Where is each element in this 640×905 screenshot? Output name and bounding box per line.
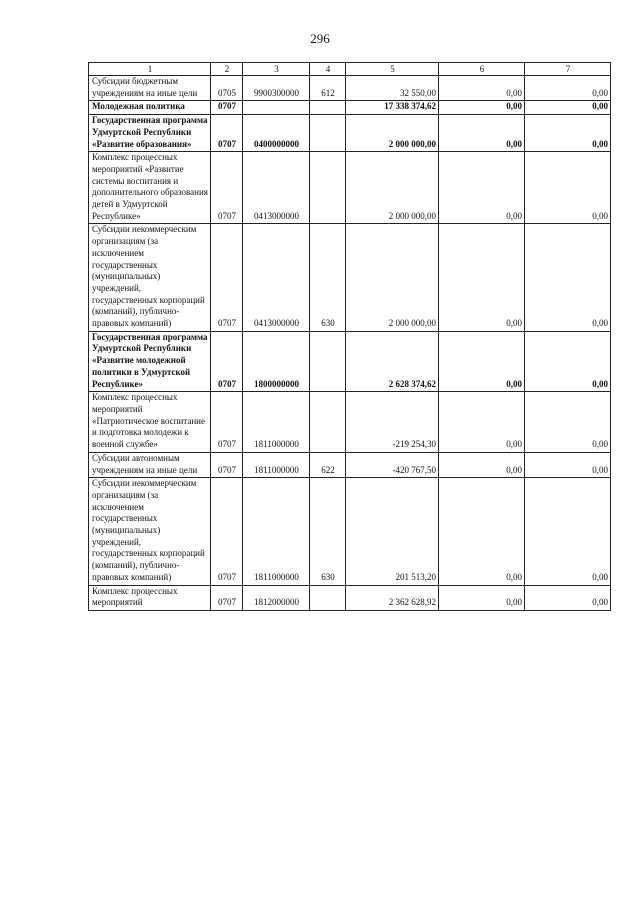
amount-year3-cell: 0,00 bbox=[525, 76, 611, 101]
amount-year2-cell: 0,00 bbox=[439, 585, 525, 610]
amount-cell: 2 628 374,62 bbox=[346, 331, 439, 392]
section-code-cell: 0707 bbox=[211, 115, 243, 152]
section-code-cell: 0707 bbox=[211, 478, 243, 585]
amount-year3-cell: 0,00 bbox=[525, 452, 611, 477]
table-row bbox=[89, 478, 611, 585]
column-header: 2 bbox=[211, 63, 243, 76]
expense-type-cell: 612 bbox=[310, 76, 346, 101]
column-header: 6 bbox=[439, 63, 525, 76]
amount-cell: 201 513,20 bbox=[346, 478, 439, 585]
section-code-cell: 0707 bbox=[211, 331, 243, 392]
section-code-cell: 0707 bbox=[211, 224, 243, 331]
target-article-cell: 9900300000 bbox=[243, 76, 310, 101]
expense-type-cell bbox=[310, 331, 346, 392]
amount-cell: 2 362 628,92 bbox=[346, 585, 439, 610]
amount-cell: 2 000 000,00 bbox=[346, 152, 439, 224]
table-row bbox=[89, 76, 611, 101]
amount-year2-cell: 0,00 bbox=[439, 115, 525, 152]
expense-type-cell bbox=[310, 101, 346, 115]
table-row bbox=[89, 392, 611, 453]
target-article-cell bbox=[243, 101, 310, 115]
item-name-cell: Государственная программа Удмуртской Республики «Развитие образования» bbox=[89, 115, 211, 152]
expense-type-cell bbox=[310, 152, 346, 224]
amount-year2-cell: 0,00 bbox=[439, 152, 525, 224]
table-row bbox=[89, 152, 611, 224]
amount-year3-cell: 0,00 bbox=[525, 101, 611, 115]
table-row bbox=[89, 115, 611, 152]
expense-type-cell: 630 bbox=[310, 224, 346, 331]
target-article-cell: 1811000000 bbox=[243, 452, 310, 477]
target-article-cell: 0413000000 bbox=[243, 152, 310, 224]
table-header-row bbox=[89, 63, 611, 76]
item-name-cell: Молодежная политика bbox=[89, 101, 211, 115]
section-code-cell: 0705 bbox=[211, 76, 243, 101]
amount-year2-cell: 0,00 bbox=[439, 392, 525, 453]
amount-year3-cell: 0,00 bbox=[525, 224, 611, 331]
item-name-cell: Субсидии бюджетным учреждениям на иные цели bbox=[89, 76, 211, 101]
item-name-cell: Субсидии автономным учреждениям на иные цели bbox=[89, 452, 211, 477]
amount-year2-cell: 0,00 bbox=[439, 331, 525, 392]
amount-year2-cell: 0,00 bbox=[439, 76, 525, 101]
expense-type-cell: 630 bbox=[310, 478, 346, 585]
item-name-cell: Субсидии некоммерческим организациям (за исключением государственных (муниципальных) учреждений, государственных корпораций (компаний), публично-правовых компаний) bbox=[89, 478, 211, 585]
expense-type-cell bbox=[310, 115, 346, 152]
amount-cell: -219 254,30 bbox=[346, 392, 439, 453]
amount-year3-cell: 0,00 bbox=[525, 115, 611, 152]
budget-table bbox=[88, 62, 611, 611]
column-header: 7 bbox=[525, 63, 611, 76]
amount-year3-cell: 0,00 bbox=[525, 478, 611, 585]
table-row bbox=[89, 452, 611, 477]
item-name-cell: Комплекс процессных мероприятий bbox=[89, 585, 211, 610]
column-header: 1 bbox=[89, 63, 211, 76]
table-row bbox=[89, 224, 611, 331]
amount-cell: 2 000 000,00 bbox=[346, 115, 439, 152]
column-header: 4 bbox=[310, 63, 346, 76]
expense-type-cell: 622 bbox=[310, 452, 346, 477]
target-article-cell: 1811000000 bbox=[243, 392, 310, 453]
amount-year3-cell: 0,00 bbox=[525, 331, 611, 392]
table-row bbox=[89, 101, 611, 115]
target-article-cell: 1811000000 bbox=[243, 478, 310, 585]
table-row bbox=[89, 585, 611, 610]
section-code-cell: 0707 bbox=[211, 101, 243, 115]
amount-year3-cell: 0,00 bbox=[525, 152, 611, 224]
amount-year3-cell: 0,00 bbox=[525, 585, 611, 610]
amount-year3-cell: 0,00 bbox=[525, 392, 611, 453]
amount-cell: 2 000 000,00 bbox=[346, 224, 439, 331]
item-name-cell: Комплекс процессных мероприятий «Развитие системы воспитания и дополнительного образования детей в Удмуртской Республике» bbox=[89, 152, 211, 224]
target-article-cell: 0413000000 bbox=[243, 224, 310, 331]
column-header: 5 bbox=[346, 63, 439, 76]
section-code-cell: 0707 bbox=[211, 152, 243, 224]
section-code-cell: 0707 bbox=[211, 585, 243, 610]
section-code-cell: 0707 bbox=[211, 392, 243, 453]
item-name-cell: Государственная программа Удмуртской Республики «Развитие молодежной политики в Удмуртской Республике» bbox=[89, 331, 211, 392]
amount-cell: 32 550,00 bbox=[346, 76, 439, 101]
expense-type-cell bbox=[310, 585, 346, 610]
amount-year2-cell: 0,00 bbox=[439, 452, 525, 477]
amount-year2-cell: 0,00 bbox=[439, 478, 525, 585]
page-number: 296 bbox=[310, 31, 330, 46]
table-row bbox=[89, 331, 611, 392]
amount-cell: -420 767,50 bbox=[346, 452, 439, 477]
item-name-cell: Субсидии некоммерческим организациям (за исключением государственных (муниципальных) учреждений, государственных корпораций (компаний), публично-правовых компаний) bbox=[89, 224, 211, 331]
target-article-cell: 0400000000 bbox=[243, 115, 310, 152]
item-name-cell: Комплекс процессных мероприятий «Патриотическое воспитание и подготовка молодежи к военной службе» bbox=[89, 392, 211, 453]
column-header: 3 bbox=[243, 63, 310, 76]
section-code-cell: 0707 bbox=[211, 452, 243, 477]
amount-cell: 17 338 374,62 bbox=[346, 101, 439, 115]
amount-year2-cell: 0,00 bbox=[439, 224, 525, 331]
target-article-cell: 1812000000 bbox=[243, 585, 310, 610]
target-article-cell: 1800000000 bbox=[243, 331, 310, 392]
amount-year2-cell: 0,00 bbox=[439, 101, 525, 115]
expense-type-cell bbox=[310, 392, 346, 453]
